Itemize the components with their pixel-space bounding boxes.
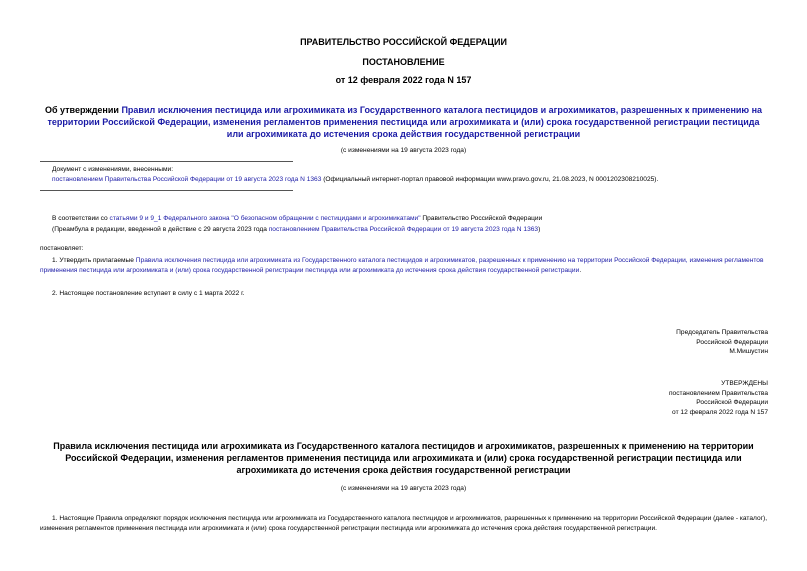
amendments-source: (Официальный интернет-портал правовой информации www.pravo.gov.ru, 21.08.2023, N 0001202308210025).: [321, 176, 659, 183]
item-1-link[interactable]: Правила исключения пестицида или агрохимиката из Государственного каталога пестицидов и агрохимикатов, разрешенных к применению на территории Российской Федерации, изменения регламентов применения пестицида или агрохимиката и (или) срока государственной регистрации пестицида или агрохимиката до истечения срока действия государственной регистрации: [40, 257, 764, 274]
rules-changes-note: (с изменениями на 19 августа 2023 года): [340, 485, 467, 492]
approved-line-4: от 12 февраля 2022 года N 157: [672, 408, 768, 416]
divider-top: [40, 161, 293, 162]
item-1: [40, 256, 768, 275]
preamble-text-b: Правительство Российской Федерации: [420, 215, 543, 222]
date-number: от 12 февраля 2022 года N 157: [335, 75, 472, 85]
preamble-edition-note: [52, 225, 772, 235]
amendments-label: Документ с изменениями, внесенными:: [52, 166, 174, 173]
rules-title: Правила исключения пестицида или агрохимиката из Государственного каталога пестицидов и агрохимикатов, разрешенных к применению на территории Российской Федерации, изменения регламентов применения пестицида или агрохимиката и (или) срока государственной регистрации пестицида или агрохимиката до истечения срока действия государственной регистрации: [53, 441, 754, 475]
resolves-label: постановляет:: [40, 245, 84, 252]
preamble-note-b: ): [538, 226, 541, 233]
preamble-paragraph: [52, 214, 772, 224]
signature-line-3: М.Мишустин: [729, 348, 768, 355]
amendments-line: [52, 175, 772, 185]
title-prefix: Об утверждении: [44, 105, 122, 115]
signature-line-1: Председатель Правительства: [676, 329, 768, 336]
signature-block: [560, 328, 768, 357]
preamble-note-link[interactable]: постановлением Правительства Российской Федерации от 19 августа 2023 года N 1363: [268, 226, 539, 233]
government-heading: ПРАВИТЕЛЬСТВО РОССИЙСКОЙ ФЕДЕРАЦИИ: [300, 37, 507, 47]
approved-block: [560, 379, 768, 417]
amendments-link[interactable]: постановлением Правительства Российской Федерации от 19 августа 2023 года N 1363: [52, 176, 322, 183]
signature-line-2: Российской Федерации: [696, 338, 768, 346]
approved-line-1: УТВЕРЖДЕНЫ: [721, 380, 768, 387]
changes-note: (с изменениями на 19 августа 2023 года): [340, 147, 467, 154]
divider-bottom: [40, 190, 293, 191]
doc-type-heading: ПОСТАНОВЛЕНИЕ: [362, 57, 445, 67]
approved-line-3: Российской Федерации: [696, 399, 768, 406]
law-link[interactable]: статьями 9 и 9_1 Федерального закона "О безопасном обращении с пестицидами и агрохимикатами": [109, 215, 421, 222]
document-title: [44, 104, 763, 140]
preamble-text-a: В соответствии со: [52, 215, 110, 222]
approved-line-2: постановлением Правительства: [668, 389, 768, 397]
item-2: 2. Настоящее постановление вступает в силу с 1 марта 2022 г.: [52, 290, 245, 297]
rules-paragraph-1: 1. Настоящие Правила определяют порядок исключения пестицида или агрохимиката из Государственного каталога пестицидов и агрохимикатов, разрешенных к применению на территории Российской Федерации (далее - каталог), изменения регламентов применения пестицида или агрохимиката и (или) срока государственной регистрации пестицида или агрохимиката до истечения срока действия государственной регистрации.: [40, 515, 768, 532]
item-1-text-b: .: [579, 266, 582, 274]
preamble-note-a: (Преамбула в редакции, введенной в действие с 29 августа 2023 года: [52, 226, 269, 233]
item-1-text-a: 1. Утвердить прилагаемые: [52, 257, 136, 264]
title-link[interactable]: Правил исключения пестицида или агрохимиката из Государственного каталога пестицидов и агрохимикатов, разрешенных к применению на территории Российской Федерации, изменения регламентов применения пестицида или агрохимиката и (или) срока государственной регистрации пестицида или агрохимиката до истечения срока действия государственной регистрации: [47, 105, 763, 139]
